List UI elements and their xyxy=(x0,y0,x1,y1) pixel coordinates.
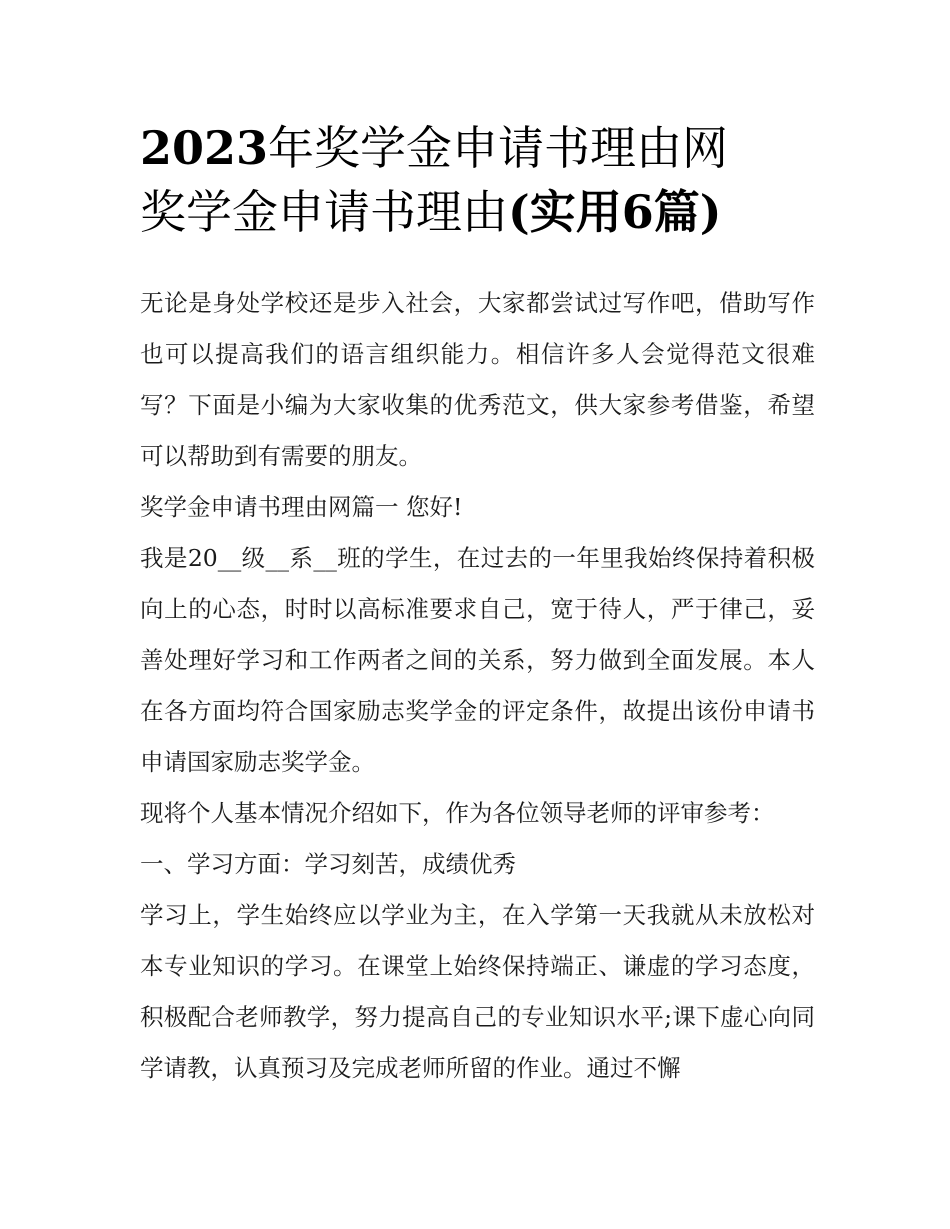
paragraph-intro: 无论是身处学校还是步入社会，大家都尝试过写作吧，借助写作也可以提高我们的语言组织能力。相信许多人会觉得范文很难写？下面是小编为大家收集的优秀范文，供大家参考借鉴，希望可以帮助到有需要的朋友。 xyxy=(140,289,815,470)
title-line-2 xyxy=(140,180,830,244)
title-line-1-text: 年奖学金申请书理由网 xyxy=(268,121,729,175)
document-body xyxy=(140,278,815,1094)
paragraph-section-heading: 奖学金申请书理由网篇一 您好! xyxy=(140,493,463,521)
paragraph-study: 学习上，学生始终应以学业为主，在入学第一天我就从未放松对本专业知识的学习。在课堂上始终保持端正、谦虚的学习态度，积极配合老师教学，努力提高自己的专业知识水平;课下虚心向同学请教，认真预习及完成老师所留的作业。通过不懈 xyxy=(140,901,815,1082)
document-title xyxy=(140,116,830,244)
title-paren-open: (实用 xyxy=(508,185,622,239)
paragraph-self-intro: 我是20__级__系__班的学生，在过去的一年里我始终保持着积极向上的心态，时时以高标准要求自己，宽于待人，严于律己，妥善处理好学习和工作两者之间的关系，努力做到全面发展。本人在各方面均符合国家励志奖学金的评定条件，故提出该份申请书申请国家励志奖学金。 xyxy=(140,544,815,776)
title-paren-close: 篇) xyxy=(653,185,722,239)
title-line-2-text: 奖学金申请书理由 xyxy=(140,185,508,239)
title-line-1 xyxy=(140,116,830,180)
paragraph-study-heading: 一、学习方面：学习刻苦，成绩优秀 xyxy=(140,850,516,878)
title-year: 2023 xyxy=(140,121,269,175)
paragraph-overview: 现将个人基本情况介绍如下，作为各位领导老师的评审参考： xyxy=(140,799,775,827)
title-count: 6 xyxy=(621,185,654,239)
